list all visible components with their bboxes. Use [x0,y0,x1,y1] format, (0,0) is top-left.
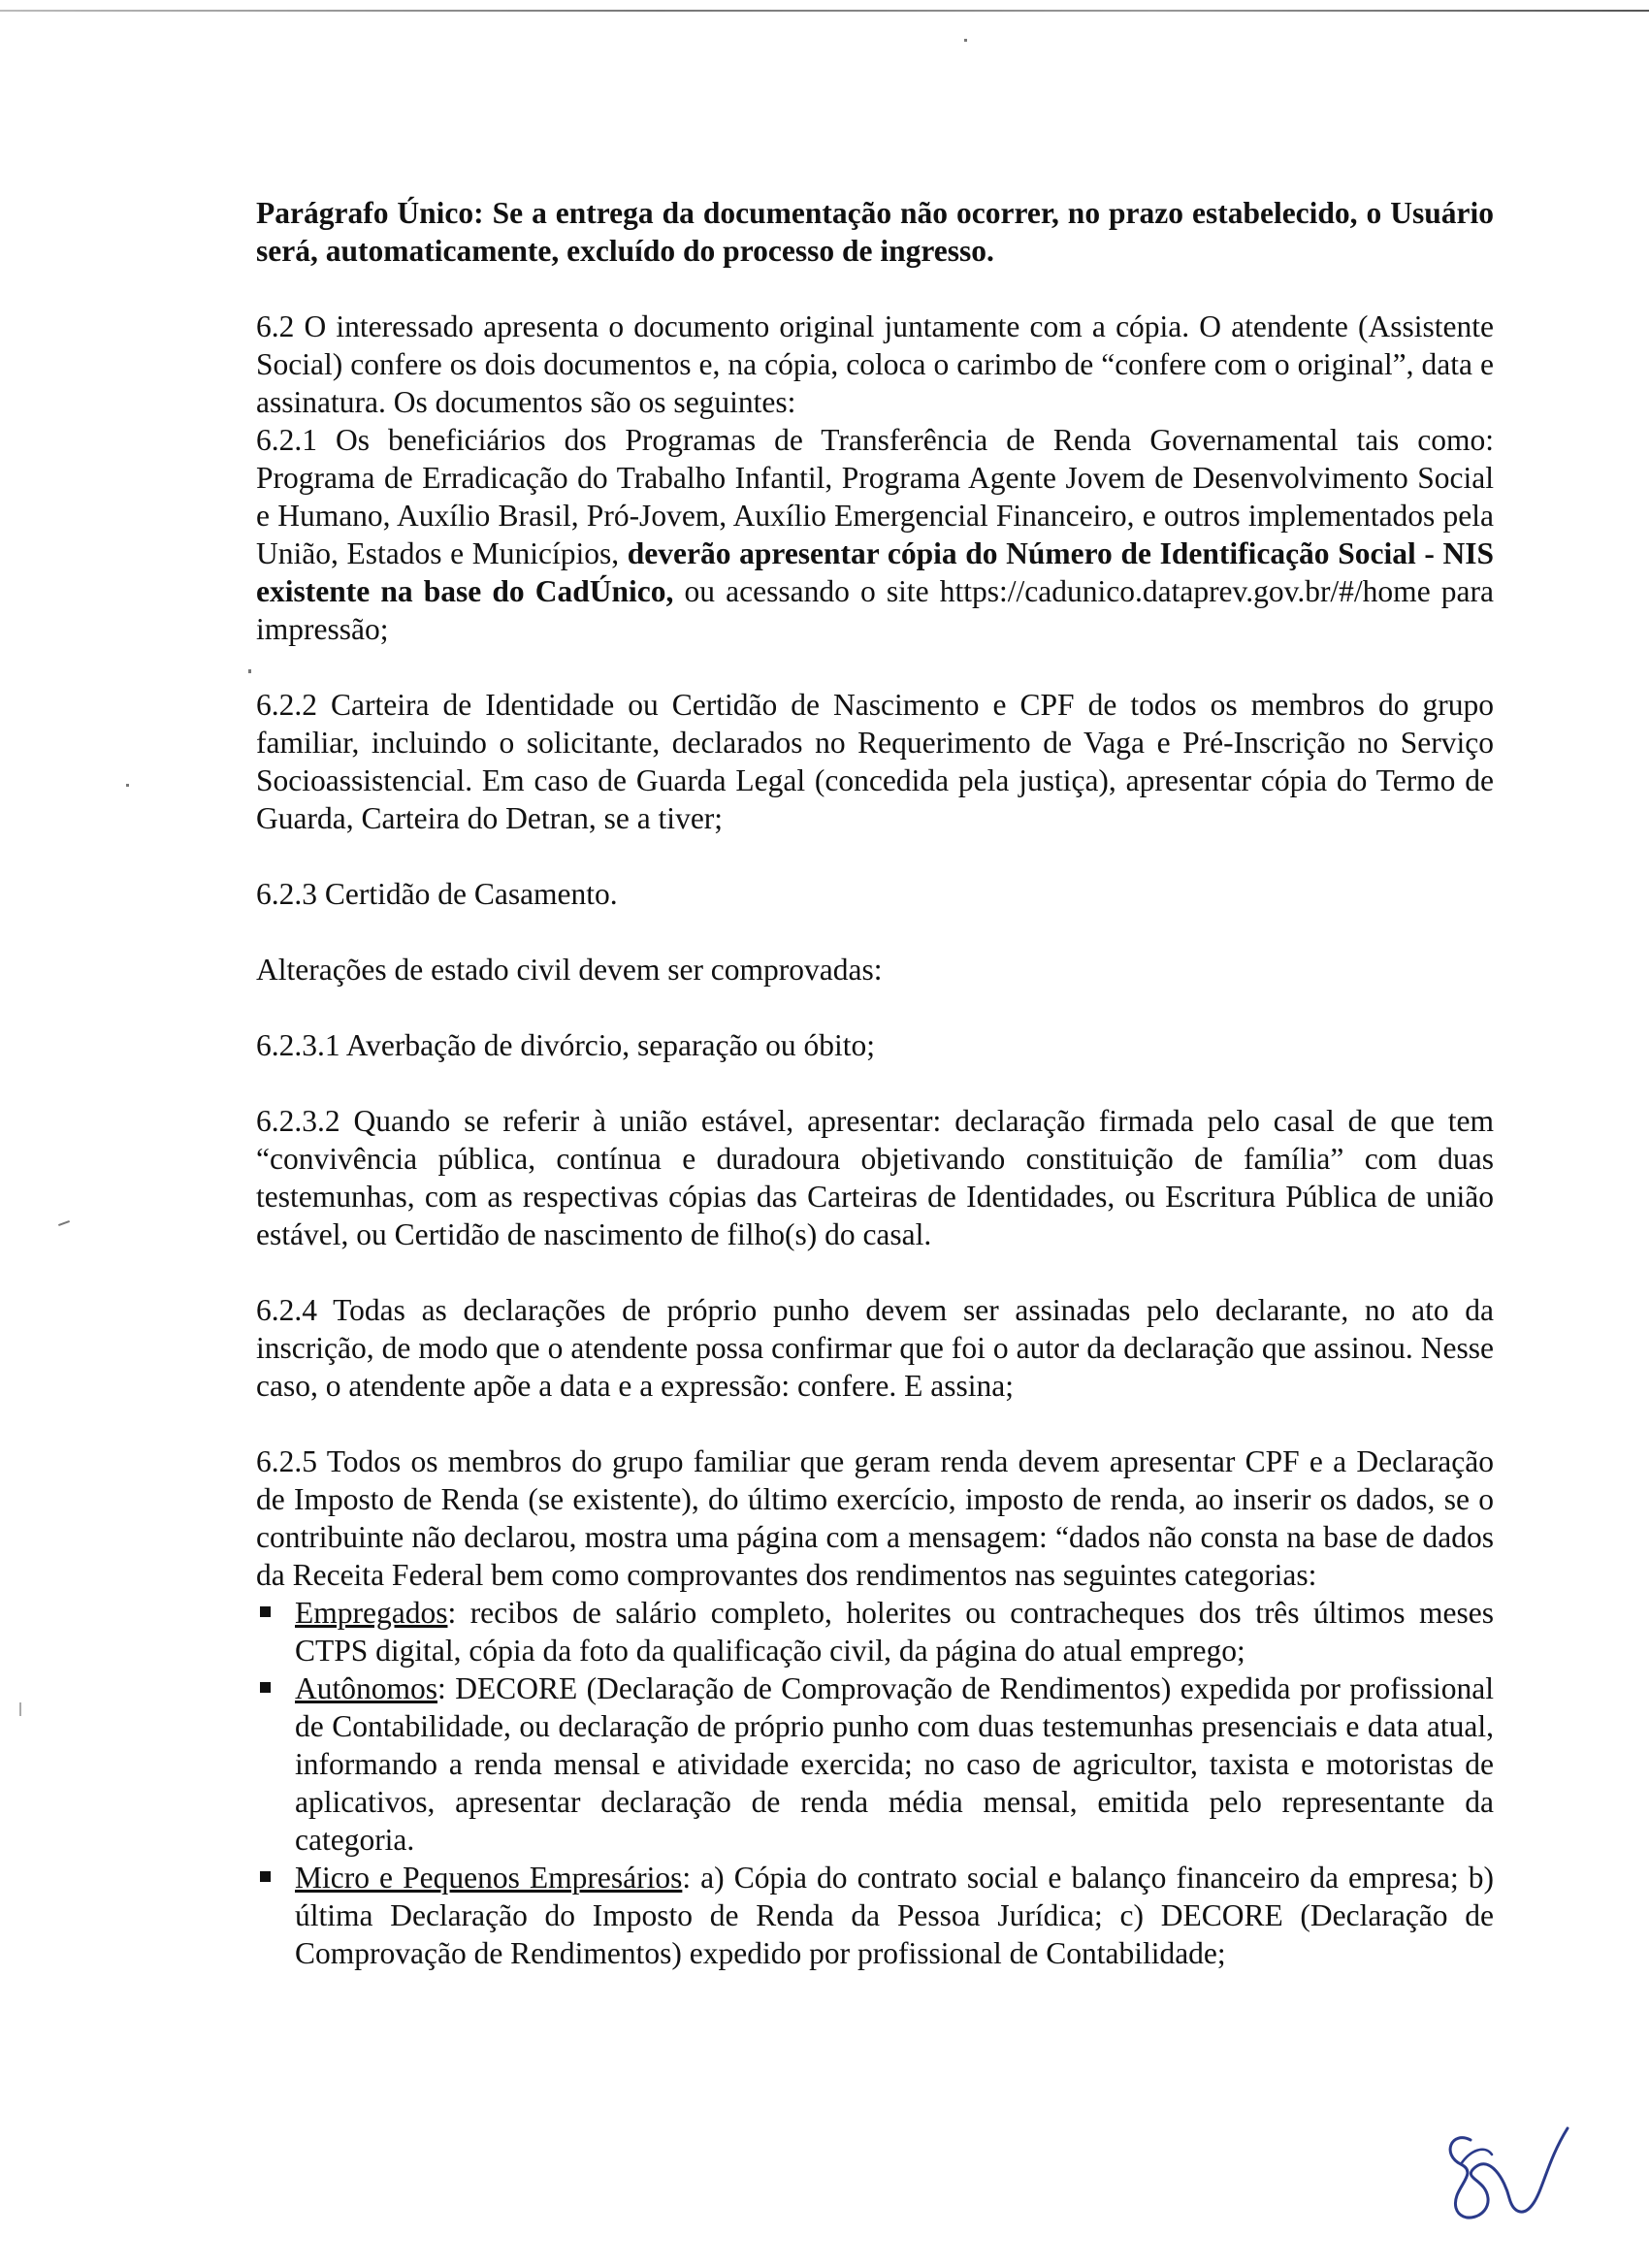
list-item [256,1594,1494,1669]
scan-speck [58,1220,70,1226]
category-term: Empregados [295,1596,448,1630]
scan-speck [964,39,967,42]
category-text: : a) Cópia do contrato social e balanço financeiro da empresa; b) última Declaração do Imposto de Renda da Pessoa Jurídica; c) DECORE (Declaração de Comprovação de Rendimentos) expedido por profissional de Contabilidade; [295,1861,1494,1970]
item-6-2-3-2: 6.2.3.2 Quando se referir à união estável, apresentar: declaração firmada pelo casal de que tem “convivência pública, contínua e duradoura objetivando constituição de família” com duas testemunhas, com as respectivas cópias das Carteiras de Identidades, ou Escritura Pública de união estável, ou Certidão de nascimento de filho(s) do casal. [256,1104,1494,1251]
paragrafo-unico [256,194,1494,270]
item-6-2-4: 6.2.4 Todas as declarações de próprio punho devem ser assinadas pelo declarante, no ato da inscrição, de modo que o atendente possa confirmar que foi o autor da declaração que assinou. Nesse caso, o atendente apõe a data e a expressão: confere. E assina; [256,1293,1494,1403]
alteracoes-estado-civil: Alterações de estado civil devem ser comprovadas: [256,953,883,987]
category-term: Autônomos [295,1671,438,1705]
item-6-2-1 [256,421,1494,648]
paragrafo-unico-text: Parágrafo Único: Se a entrega da documentação não ocorrer, no prazo estabelecido, o Usuário será, automaticamente, excluído do processo de ingresso. [256,196,1494,268]
item-6-2-2: 6.2.2 Carteira de Identidade ou Certidão de Nascimento e CPF de todos os membros do grupo familiar, incluindo o solicitante, declarados no Requerimento de Vaga e Pré-Inscrição no Serviço Socioassistencial. Em caso de Guarda Legal (concedida pela justiça), apresentar cópia do Termo de Guarda, Carteira do Detran, se a tiver; [256,688,1494,835]
item-6-2-1-text-b: ou acessando o site https://cadunico.dataprev.gov.br/#/home para impressão; [256,574,1495,646]
document-page [256,194,1494,1972]
item-6-2-1-text-a: 6.2.1 Os beneficiários dos Programas de Transferência de Renda Governamental tais como: Programa de Erradicação do Trabalho Infantil, Programa Agente Jovem de Desenvolvimento Social e Humano, Auxílio Brasil, Pró-Jovem, Auxílio Emergencial Financeiro, e outros implementados pela União, Estados e Municípios, [256,423,1494,570]
category-text: : DECORE (Declaração de Comprovação de Rendimentos) expedida por profissional de Contabilidade, ou declaração de próprio punho com duas testemunhas presenciais e data atual, informando a renda mensal e atividade exercida; no caso de agricultor, taxista e motoristas de aplicativos, apresentar declaração de renda média mensal, emitida pelo representante da categoria. [295,1671,1494,1857]
item-6-2: 6.2 O interessado apresenta o documento original juntamente com a cópia. O atendente (Assistente Social) confere os dois documentos e, na cópia, coloca o carimbo de “confere com o original”, data e assinatura. Os documentos são os seguintes: [256,309,1494,419]
income-categories-list [256,1594,1494,1972]
item-6-2-3-1: 6.2.3.1 Averbação de divórcio, separação ou óbito; [256,1028,875,1062]
item-6-2-1-bold: deverão apresentar cópia do Número de Identificação Social - NIS existente na base do CadÚnico, [256,536,1494,608]
category-text: : recibos de salário completo, holerites ou contracheques dos três últimos meses CTPS digital, cópia da foto da qualificação civil, da página do atual emprego; [295,1596,1494,1668]
list-item [256,1859,1494,1972]
handwritten-initials-icon [1432,2121,1577,2227]
item-6-2-5: 6.2.5 Todos os membros do grupo familiar que geram renda devem apresentar CPF e a Declaração de Imposto de Renda (se existente), do último exercício, imposto de renda, ao inserir os dados, se o contribuinte não declarou, mostra uma página com a mensagem: “dados não consta na base de dados da Receita Federal bem como comprovantes dos rendimentos nas seguintes categorias: [256,1444,1494,1592]
list-item [256,1669,1494,1859]
scan-speck [248,669,251,673]
scan-speck [126,784,129,787]
item-6-2-3: 6.2.3 Certidão de Casamento. [256,877,618,911]
category-term: Micro e Pequenos Empresários [295,1861,683,1895]
scan-speck [19,1702,21,1716]
scan-edge-line [0,10,1649,12]
